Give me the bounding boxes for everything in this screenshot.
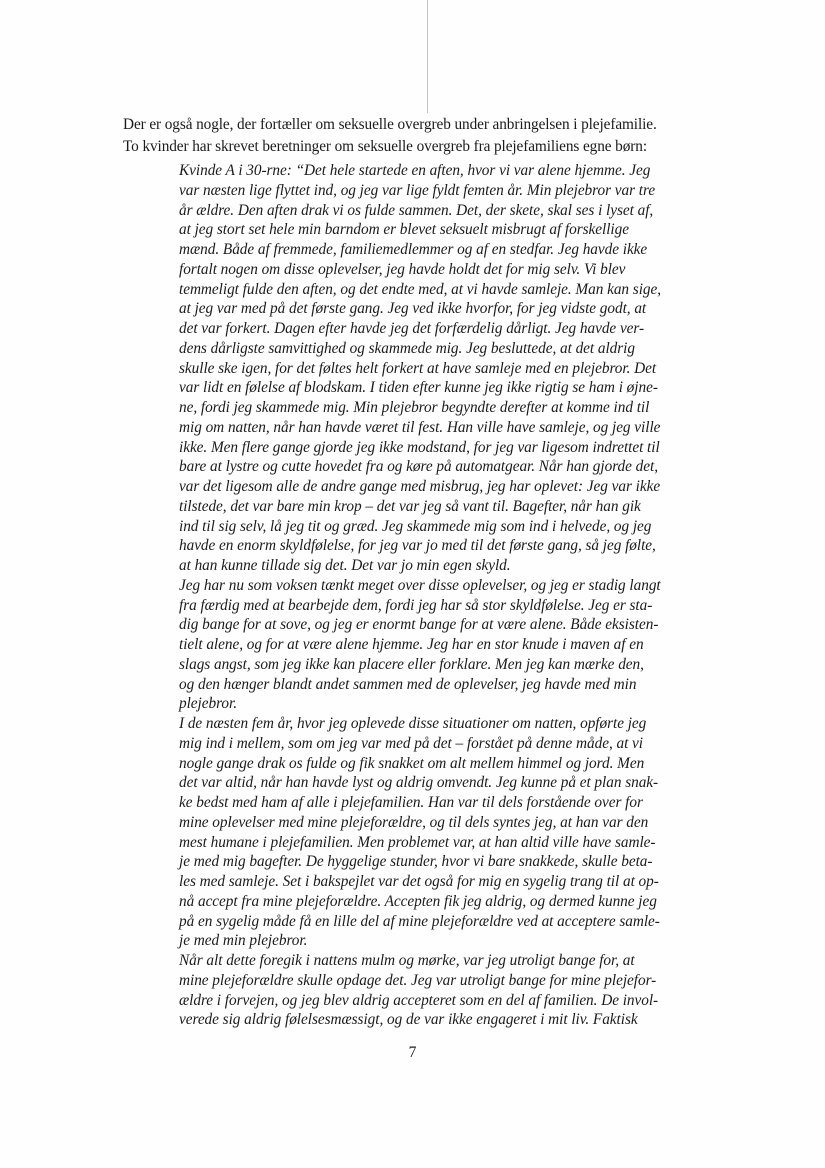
testimony-quote-block — [179, 161, 724, 1030]
text-line: og den hænger blandt andet sammen med de oplevelser, jeg havde med min — [179, 675, 637, 693]
text-line: skulle ske igen, for det føltes helt forkert at have samleje med en plejebror. Det — [179, 359, 657, 377]
text-line: les med samleje. Set i bakspejlet var det også for mig en sygelig trang til at op- — [179, 873, 659, 890]
text-line: var lidt en følelse af blodskam. I tiden efter kunne jeg ikke rigtig se ham i øjne- — [179, 379, 658, 397]
text-line: at han kunne tillade sig det. Det var jo min egen skyld. — [179, 557, 511, 574]
text-line: je med min plejebror. — [179, 932, 308, 950]
text-line: ind til sig selv, lå jeg tit og græd. Jeg skammede mig som ind i helvede, og jeg — [179, 517, 652, 535]
text-line: nogle gange drak os fulde og fik snakket om alt mellem himmel og jord. Men — [179, 754, 645, 772]
text-line: mine plejeforældre skulle opdage det. Jeg var utroligt bange for mine plejefor- — [179, 971, 657, 989]
text-line: nå accept fra mine plejeforældre. Accepten fik jeg aldrig, og dermed kunne jeg — [179, 892, 657, 910]
text-line: slags angst, som jeg ikke kan placere eller forklare. Men jeg kan mærke den, — [179, 655, 644, 673]
text-line: je med mig bagefter. De hyggelige stunder, hvor vi bare snakkede, skulle beta- — [179, 853, 653, 871]
text-line: år ældre. Den aften drak vi os fulde sammen. Det, der skete, skal ses i lyset af, — [179, 201, 654, 219]
text-line: ne, fordi jeg skammede mig. Min plejebror begyndte derefter at komme ind til — [179, 399, 650, 416]
text-line: bare at lystre og cutte hovedet fra og køre på automatgear. Når han gjorde det, — [179, 458, 658, 476]
text-line: Der er også nogle, der fortæller om seksuelle overgreb under anbringelsen i plejefamilie. — [123, 116, 657, 133]
text-line: temmeligt fulde den aften, og det endte med, at vi havde samleje. Man kan sige, — [179, 280, 662, 298]
text-line: dens dårligste samvittighed og skammede mig. Jeg besluttede, at det aldrig — [179, 339, 635, 357]
text-line: dig bange for at sove, og jeg er enormt bange for at være alene. Både eksisten- — [179, 616, 659, 634]
text-line: mig om natten, når han havde været til fest. Han ville have samleje, og jeg ville — [179, 418, 661, 436]
text-line: var næsten lige flyttet ind, og jeg var lige fyldt femten år. Min plejebror var tre — [179, 181, 656, 199]
text-line: at jeg var med på det første gang. Jeg ved ikke hvorfor, for jeg vidste godt, at — [179, 300, 647, 318]
text-line: mine oplevelser med mine plejeforældre, og til dels syntes jeg, at han var den — [179, 813, 649, 831]
text-line: ke bedst med ham af alle i plejefamilien. Han var til dels forstående over for — [179, 794, 643, 811]
text-line: To kvinder har skrevet beretninger om seksuelle overgreb fra plejefamiliens egne børn: — [123, 138, 647, 155]
text-line: havde en enorm skyldfølelse, for jeg var jo med til det første gang, så jeg følte, — [179, 537, 656, 555]
text-line: Jeg har nu som voksen tænkt meget over disse oplevelser, og jeg er stadig langt — [179, 576, 661, 594]
text-line: plejebror. — [179, 695, 237, 713]
text-line: verede sig aldrig følelsesmæssigt, og de var ikke engageret i mit liv. Faktisk — [179, 1011, 638, 1029]
text-line: ældre i forvejen, og jeg blev aldrig accepteret som en del af familien. De invol- — [179, 991, 659, 1009]
text-line: ikke. Men flere gange gjorde jeg ikke modstand, for jeg var ligesom indrettet til — [179, 438, 660, 456]
text-line: det var forkert. Dagen efter havde jeg det forfærdelig dårligt. Jeg havde ver- — [179, 320, 645, 337]
intro-paragraph — [123, 114, 723, 158]
text-line: mig ind i mellem, som om jeg var med på det – forstået på denne måde, at vi — [179, 734, 644, 752]
text-line: mest humane i plejefamilien. Men problemet var, at han altid ville have samle- — [179, 833, 656, 851]
text-line: mænd. Både af fremmede, familiemedlemmer og af en stedfar. Jeg havde ikke — [179, 241, 648, 258]
text-line: I de næsten fem år, hvor jeg oplevede disse situationer om natten, opførte jeg — [179, 715, 647, 732]
text-line: fra færdig med at bearbejde dem, fordi jeg har så stor skyldfølelse. Jeg er sta- — [179, 596, 653, 614]
text-line: tielt alene, og for at være alene hjemme. Jeg har en stor knude i maven af en — [179, 636, 644, 653]
text-line: Kvinde A i 30-rne: “Det hele startede en aften, hvor vi var alene hjemme. Jeg — [179, 162, 651, 179]
text-line: på en sygelig måde få en lille del af mine plejeforældre ved at acceptere samle- — [179, 912, 660, 930]
page-number: 7 — [408, 1044, 417, 1061]
text-line: Når alt dette foregik i nattens mulm og mørke, var jeg utroligt bange for, at — [179, 952, 635, 969]
text-line: at jeg stort set hele min barndom er blevet seksuelt misbrugt af forskellige — [179, 221, 629, 239]
text-line: var det ligesom alle de andre gange med misbrug, jeg har oplevet: Jeg var ikke — [179, 478, 661, 495]
text-line: tilstede, det var bare min krop – det var jeg så vant til. Bagefter, når han gik — [179, 497, 641, 515]
text-line: det var altid, når han havde lyst og aldrig omvendt. Jeg kunne på et plan snak- — [179, 774, 659, 792]
scan-fold-line — [427, 0, 428, 113]
text-line: fortalt nogen om disse oplevelser, jeg havde holdt det for mig selv. Vi blev — [179, 260, 626, 278]
